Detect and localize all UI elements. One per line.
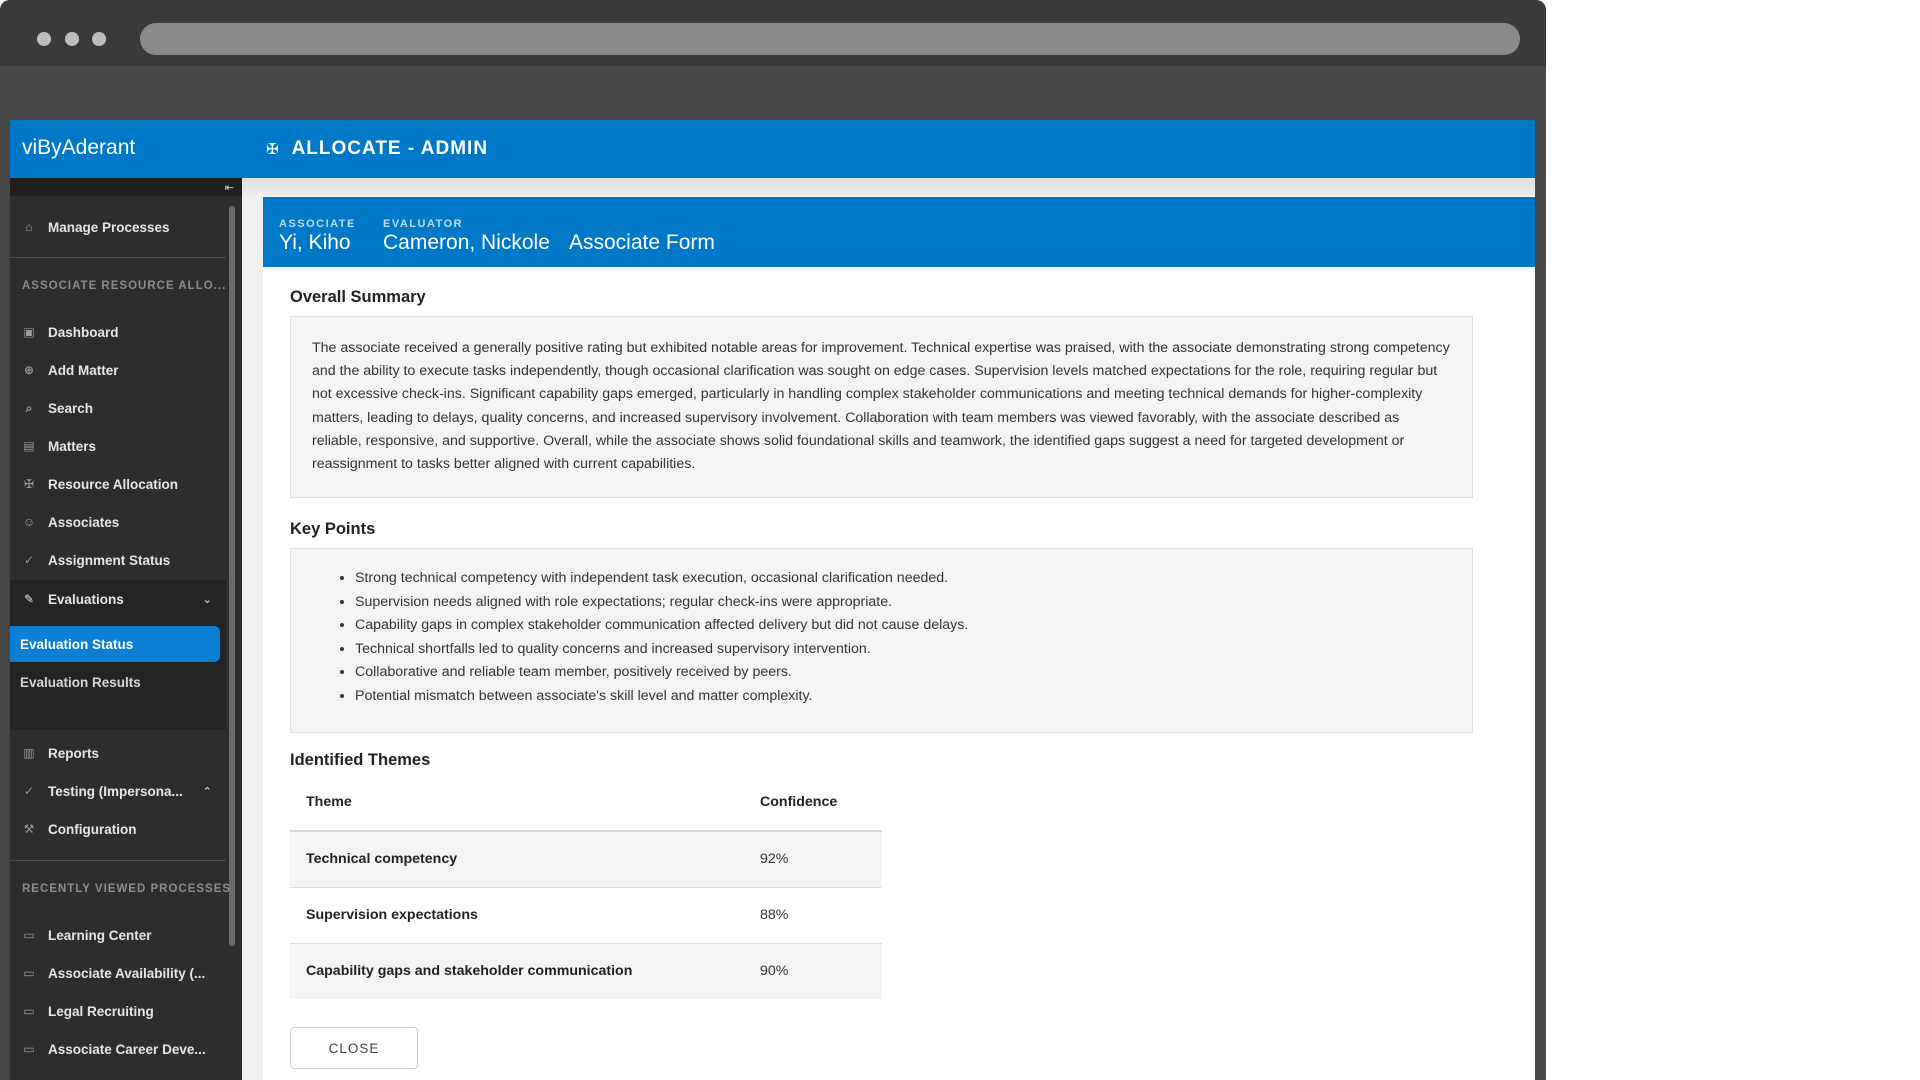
process-icon: ▭ <box>23 1042 35 1056</box>
themes-table <box>290 773 882 999</box>
process-icon: ▭ <box>23 966 35 980</box>
app <box>10 120 1535 1080</box>
confidence-column-header[interactable]: Confidence <box>744 773 882 831</box>
allocation-icon: ✠ <box>266 141 280 158</box>
allocation-icon: ✠ <box>23 477 35 491</box>
add-circle-icon: ⊕ <box>23 363 35 377</box>
sidebar-item-evaluation-results[interactable]: Evaluation Results <box>20 674 141 690</box>
brand-logo[interactable]: viByAderant <box>10 120 242 178</box>
evaluation-icon: ✎ <box>23 592 35 606</box>
key-point: • Potential mismatch between associate's skill level and matter complexity. <box>355 685 1451 709</box>
theme-cell: Capability gaps and stakeholder communication <box>290 943 744 999</box>
home-icon: ⌂ <box>25 220 33 234</box>
browser-toolbar <box>0 66 1546 120</box>
sidebar-item-label: Assignment Status <box>48 552 171 568</box>
sidebar-scrollbar[interactable] <box>229 206 235 946</box>
main-content <box>242 120 1535 1080</box>
sidebar-item-search[interactable] <box>10 389 226 427</box>
sidebar-item-evaluation-status[interactable]: Evaluation Status <box>10 626 220 662</box>
evaluator-label: EVALUATOR <box>383 218 464 230</box>
sidebar-item-label: Dashboard <box>48 324 119 340</box>
sidebar <box>10 120 242 1080</box>
key-points-title: Key Points <box>290 520 376 538</box>
sidebar-collapse-bar <box>10 178 242 196</box>
sidebar-item-label: Associates <box>48 514 120 530</box>
key-point: • Collaborative and reliable team member, positively received by peers. <box>355 661 1451 685</box>
key-point: • Supervision needs aligned with role expectations; regular check-ins were appropriate. <box>355 591 1451 615</box>
sidebar-item-evaluations[interactable] <box>10 580 226 618</box>
sidebar-item-label: Reports <box>48 745 100 761</box>
recent-item[interactable] <box>10 992 226 1030</box>
sidebar-item-label: Resource Allocation <box>48 476 179 492</box>
form-header <box>263 197 1535 267</box>
sidebar-item-label: Configuration <box>48 821 137 837</box>
associate-label: ASSOCIATE <box>279 218 356 230</box>
key-point: • Strong technical competency with independent task execution, occasional clarification needed. <box>355 567 1451 591</box>
sidebar-divider <box>10 860 226 861</box>
reports-icon: ▥ <box>23 746 35 760</box>
recent-item-label: Associate Career Deve... <box>48 1041 206 1057</box>
chevron-down-icon: ⌄ <box>202 593 212 606</box>
confidence-cell: 92% <box>744 831 882 887</box>
page-title: ALLOCATE - ADMIN <box>291 138 489 159</box>
sidebar-item-manage-processes[interactable] <box>10 208 226 246</box>
header-shadow <box>242 178 1535 198</box>
evaluator-name: Cameron, Nickole <box>383 231 550 254</box>
overall-summary-title: Overall Summary <box>290 288 426 306</box>
dashboard-icon: ▣ <box>23 325 35 339</box>
wrench-icon: ⚒ <box>23 822 35 836</box>
key-point: • Capability gaps in complex stakeholder communication affected delivery but did not cause delays. <box>355 614 1451 638</box>
table-header-row <box>290 773 882 831</box>
recent-item[interactable] <box>10 1030 226 1068</box>
sidebar-item-label: Testing (Impersona... <box>48 783 183 799</box>
recent-item[interactable] <box>10 916 226 954</box>
identified-themes-title: Identified Themes <box>290 751 431 769</box>
sidebar-item-label: Matters <box>48 438 97 454</box>
key-points-box <box>290 548 1473 733</box>
address-bar[interactable] <box>140 23 1520 55</box>
people-icon: ☺ <box>22 515 36 529</box>
check-circle-icon: ✓ <box>23 553 35 567</box>
table-row <box>290 831 882 887</box>
sidebar-item-label: Search <box>48 400 94 416</box>
sidebar-item-label: Manage Processes <box>48 219 170 235</box>
browser-titlebar <box>0 0 1546 66</box>
sidebar-item-associates[interactable] <box>10 503 226 541</box>
confidence-cell: 88% <box>744 887 882 943</box>
overall-summary-box <box>290 316 1473 498</box>
window-close-dot[interactable] <box>37 32 51 46</box>
form-name: Associate Form <box>569 231 715 254</box>
sidebar-item-resource-allocation[interactable] <box>10 465 226 503</box>
overall-summary-text: The associate received a generally positive rating but exhibited notable areas for improvement. Technical expertise was praised, with the associate demonstrating strong competency and the ability to execute tasks independently, though occasional clarification was sought on edge cases. Supervision levels matched expectations for the role, requiring regular but not excessive check-ins. Significant capability gaps emerged, particularly in handling complex stakeholder communications and meeting technical demands for higher-complexity matters, leading to delays, quality concerns, and increased supervisory involvement. Collaboration with team members was viewed favorably, with the associate described as reliable, responsive, and supportive. Overall, while the associate shows solid foundational skills and teamwork, the identified gaps suggest a need for targeted development or reassignment to tasks better aligned with current capabilities. <box>312 340 1450 473</box>
theme-cell: Supervision expectations <box>290 887 744 943</box>
sidebar-divider <box>10 257 226 258</box>
key-points-list <box>291 549 1472 727</box>
process-icon: ▭ <box>23 1004 35 1018</box>
window-maximize-dot[interactable] <box>92 32 106 46</box>
sidebar-item-configuration[interactable] <box>10 810 226 848</box>
sidebar-item-add-matter[interactable] <box>10 351 226 389</box>
chevron-up-icon: ⌃ <box>202 785 212 798</box>
sidebar-section-title: ASSOCIATE RESOURCE ALLO... <box>22 280 227 292</box>
key-point: • Technical shortfalls led to quality concerns and increased supervisory intervention. <box>355 638 1451 662</box>
evaluation-form-panel <box>263 197 1535 1080</box>
sidebar-item-matters[interactable] <box>10 427 226 465</box>
search-icon: ⌕ <box>25 400 33 415</box>
confidence-cell: 90% <box>744 943 882 999</box>
sidebar-item-reports[interactable] <box>10 734 226 772</box>
sidebar-item-dashboard[interactable] <box>10 313 226 351</box>
close-button[interactable]: CLOSE <box>290 1027 418 1069</box>
recent-item-label: Legal Recruiting <box>48 1003 154 1019</box>
recent-item-label: Learning Center <box>48 927 152 943</box>
sidebar-item-label: Evaluations <box>48 591 124 607</box>
matters-icon: ▤ <box>23 439 35 453</box>
process-icon: ▭ <box>23 928 35 942</box>
checkmark-icon: ✓ <box>23 784 35 798</box>
collapse-sidebar-icon[interactable]: ⇤ <box>224 182 234 194</box>
sidebar-item-label: Add Matter <box>48 362 119 378</box>
recent-item[interactable] <box>10 954 226 992</box>
table-row <box>290 887 882 943</box>
theme-column-header[interactable]: Theme <box>290 773 744 831</box>
sidebar-section-title: RECENTLY VIEWED PROCESSES <box>22 883 232 895</box>
window-minimize-dot[interactable] <box>65 32 79 46</box>
associate-name: Yi, Kiho <box>279 231 351 254</box>
sidebar-item-assignment-status[interactable] <box>10 541 226 579</box>
recent-item-label: Associate Availability (... <box>48 965 206 981</box>
sidebar-item-testing[interactable] <box>10 772 226 810</box>
table-row <box>290 943 882 999</box>
theme-cell: Technical competency <box>290 831 744 887</box>
evaluations-submenu <box>10 618 226 730</box>
page-header <box>242 120 1535 178</box>
